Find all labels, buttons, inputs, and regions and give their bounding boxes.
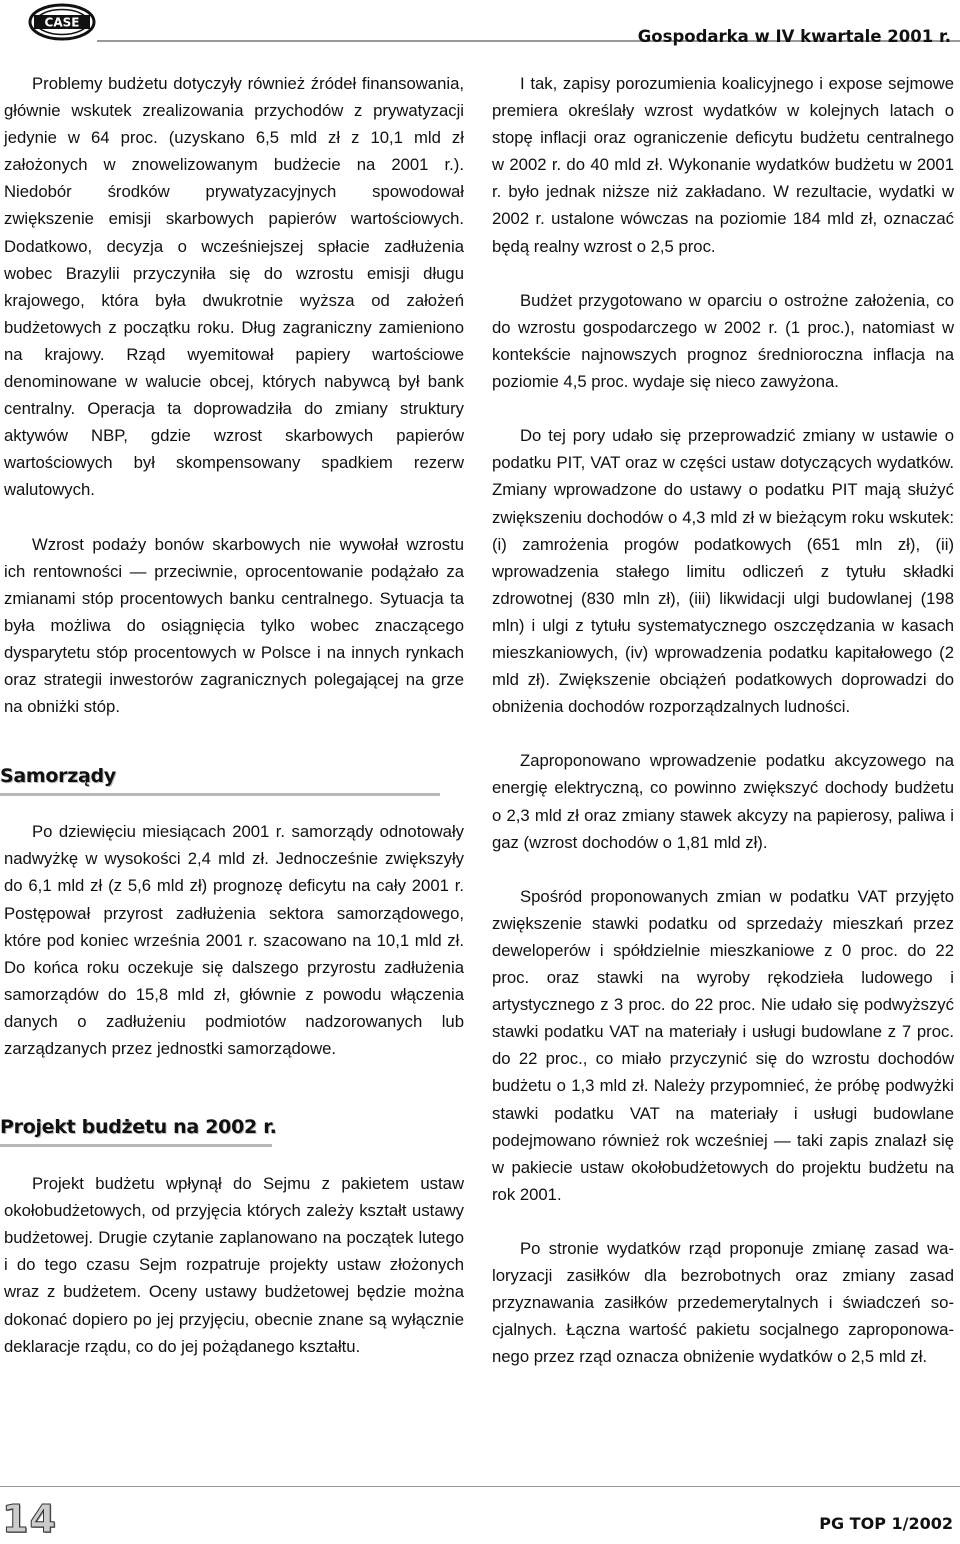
case-logo (28, 3, 96, 41)
section-heading-projekt-budzetu (0, 1115, 464, 1143)
publication-issue: PG TOP 1/2002 (819, 1514, 953, 1533)
paragraph: Wzrost podaży bonów skarbowych nie wywołał wzrostu ich rentowności — przeciwnie, oprocentowanie podążało za zmianami stóp procentowych banku centralnego. Sytuacja ta była możliwa do osiągnięcia tylko wobec znaczącego dysparytetu stóp procentowych w Polsce i na innych rynkach oraz strategii inwestorów zagranicznych polegającej na grze na obniżki stóp. (4, 534, 464, 717)
heading-underline (0, 1144, 272, 1147)
page-footer (0, 1480, 960, 1544)
paragraph: I tak, zapisy porozumienia koalicyjnego i expose sejmowe premiera określały wzrost wydatków w kolejnych latach o stopę inflacji oraz ograniczenie deficytu budżetu centralnego w 2002 r. do 40 mld zł. Wykonanie wydatków budżetu w 2001 r. było jednak niższe niż zakładano. W rezultacie, wydatki w 2002 r. ustalone wówczas na poziomie 184 mld zł, oznaczać będą realny wzrost o 2,5 proc. (492, 74, 954, 256)
running-title: Gospodarka w IV kwartale 2001 r. (637, 27, 951, 46)
paragraph: Po stronie wydatków rząd proponuje zmianę zasad waloryzacji zasiłków dla bezrobotnych oraz zmiany zasad przyznawania zasiłków przedemerytalnych i świadczeń socjalnych. Łączna wartość pakietu socjalnego zaproponowanego przez rząd oznacza obniżenie wydatków o 2,5 mld zł. (492, 1239, 954, 1367)
paragraph: Po dziewięciu miesiącach 2001 r. samorządy odnotowały nadwyżkę w wysokości 2,4 mld zł. Jednocześnie zwiększyły do 6,1 mld zł (z 5,6 mld zł) prognozę deficytu na cały 2001 r. Postępował przyrost zadłużenia sektora samorządowego, które pod koniec września 2001 r. szacowano na 10,1 mld zł. Do końca roku oczekuje się dalszego przyrostu zadłużenia samorządów do 15,8 mld zł, głównie z powodu włączenia danych o zadłużeniu podmiotów nadzorowanych lub zarządzanych przez jednostki samorządowe. (4, 822, 464, 1058)
logo-text: CASE (44, 15, 80, 30)
page-header (0, 0, 960, 52)
footer-rule (0, 1486, 960, 1487)
section-heading-samorzady (0, 764, 464, 792)
paragraph: Problemy budżetu dotyczyły również źródeł finansowania, głównie wskutek zrealizowania przychodów z prywatyzacji jedynie w 64 proc. (uzyskano 6,5 mld zł z 10,1 mld zł założonych w znowelizowanym budżecie na 2001 r.). Niedobór środków prywatyzacyjnych spowodował zwiększenie emisji skarbowych papierów wartościowych. Dodatkowo, decyzja o wcześniejszej spłacie zadłużenia wobec Brazylii przyczyniła się do wzrostu emisji długu krajowego, która była dwukrotnie wyższa od założeń budżetowych z początku roku. Dług zagraniczny zamieniono na krajowy. Rząd wyemitował papiery wartościowe denominowane w walucie obcej, których nabywcą był bank centralny. Operacja ta doprowadziła do zmiany struktury aktywów NBP, gdzie wzrost skarbowych papierów wartościowych był skompensowany spadkiem rezerw walutowych. (4, 74, 464, 500)
section-heading-text: Projekt budżetu na 2002 r. (0, 1116, 277, 1139)
right-column (492, 70, 954, 1371)
paragraph: Spośród proponowanych zmian w podatku VAT przyjęto zwiększenie stawki podatku od sprzedaży mieszkań przez deweloperów i spółdzielnie mieszkaniowe z 0 proc. do 22 proc. oraz stawki na wyroby rękodzieła ludowego i artystycznego z 3 proc. do 22 proc. Nie udało się podwyższyć stawki podatku VAT na materiały i usługi budowlane z 7 proc. do 22 proc., co miało przyczynić się do wzrostu dochodów budżetu o 1,3 mld zł. Należy przypomnieć, że próbę podwyżki stawki podatku VAT na materiały i usługi budowlane podejmowano również rok wcześniej — taki zapis znalazł się w pakiecie ustaw okołobudżetowych do projektu budżetu na rok 2001. (492, 886, 954, 1204)
paragraph: Zaproponowano wprowadzenie podatku akcyzowego na energię elektryczną, co powinno zwiększyć dochody budżetu o 2,3 mld zł oraz zmiany stawek akcyzy na papierosy, paliwa i gaz (wzrost dochodów o 1,81 mld zł). (492, 751, 954, 852)
left-column (0, 70, 464, 1360)
paragraph: Budżet przygotowano w oparciu o ostrożne założenia, co do wzrostu gospodarczego w 2002 r. (1 proc.), natomiast w kontekście najnowszych prognoz średnioroczna inflacja na poziomie 4,5 proc. wydaje się nieco zawyżona. (492, 290, 954, 392)
heading-underline (0, 793, 440, 796)
paragraph: Projekt budżetu wpłynął do Sejmu z pakietem ustaw okołobudżetowych, od przyjęcia których zależy kształt ustawy budżetowej. Drugie czytanie zaplanowano na początek lutego i do tego czasu Sejm rozpatruje projekty ustaw złożonych wraz z budżetem. Oceny ustawy budżetowej będzie można dokonać dopiero po jej przyjęciu, obecnie znane są wyłącznie deklaracje rządu, co do jej pożądanego kształtu. (4, 1174, 464, 1356)
paragraph: Do tej pory udało się przeprowadzić zmiany w ustawie o podatku PIT, VAT oraz w części ustaw dotyczących wydatków. Zmiany wprowadzone do ustawy o podatku PIT mają służyć zwiększeniu dochodów o 4,3 mld zł w bieżącym roku wskutek: (i) zamrożenia progów podatkowych (651 mln zł), (ii) wprowadzenia stałego limitu odliczeń z tytułu składki zdrowotnej (830 mln zł), (iii) likwidacji ulgi budowlanej (198 mln) i ulgi z tytułu systematycznego oszczędzania w kasach mieszkaniowych, (iv) wprowadzenia podatku kapitałowego (2 mld zł). Zwiększenie obciążeń podatkowych doprowadzi do obniżenia dochodów rozporządzalnych ludności. (492, 426, 954, 717)
section-heading-text: Samorządy (0, 765, 116, 788)
page-number: 14 (2, 1497, 57, 1541)
